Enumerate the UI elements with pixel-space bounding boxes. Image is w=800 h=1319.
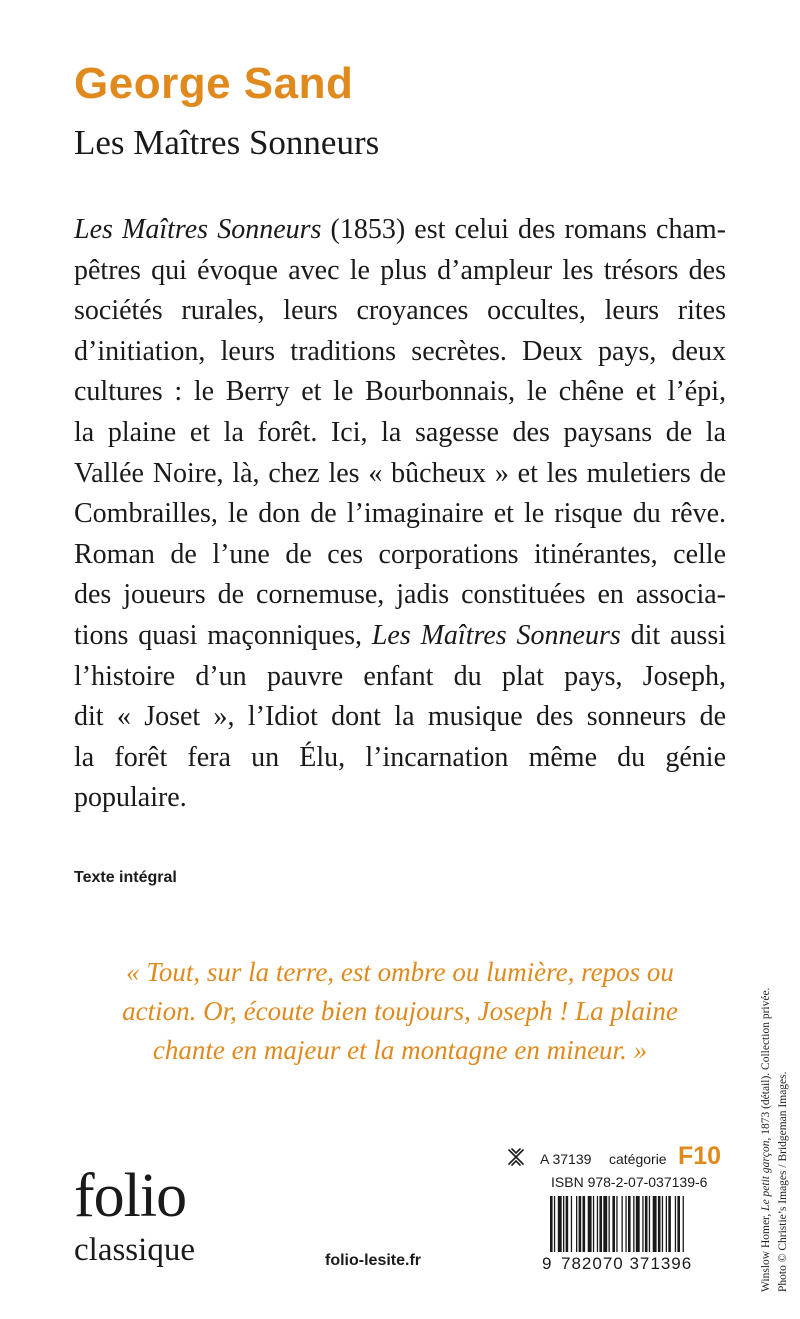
summary-italic-title: Les Maîtres Sonneurs	[74, 214, 322, 245]
barcode-bar	[593, 1196, 594, 1252]
barcode-bar	[677, 1196, 680, 1252]
barcode-bar	[653, 1196, 657, 1252]
summary-line	[74, 738, 726, 779]
barcode-bar	[566, 1196, 569, 1252]
summary-text: dit aussi	[620, 619, 727, 651]
barcode-bar	[645, 1196, 648, 1252]
barcode-bar	[554, 1196, 555, 1252]
summary-text: (1853) est celui des romans cham-	[321, 214, 726, 245]
barcode-bar	[666, 1196, 667, 1252]
barcode-bar	[609, 1196, 610, 1252]
summary-line	[74, 413, 726, 454]
catalog-code: A 37139	[540, 1151, 592, 1167]
barcode-bar	[675, 1196, 676, 1252]
summary-line	[74, 251, 726, 292]
summary-line	[74, 332, 726, 373]
barcode-bar	[668, 1196, 671, 1252]
credit-artist: Winslow Homer,	[760, 1210, 772, 1292]
barcode-bar	[563, 1196, 564, 1252]
summary-line	[74, 697, 726, 738]
back-cover-summary	[74, 210, 726, 819]
quote-line: action. Or, écoute bien toujours, Joseph ! La plaine	[122, 996, 678, 1026]
summary-text: d’initiation, leurs traditions secrètes. Deux pays, deux	[74, 335, 726, 367]
barcode-bar	[571, 1196, 572, 1252]
credit-line-2: Photo © Christie’s Images / Bridgeman Images.	[777, 1071, 789, 1292]
summary-text: tions quasi maçonniques,	[74, 619, 372, 651]
barcode-bar	[558, 1196, 562, 1252]
image-credit	[758, 912, 798, 1292]
barcode-bar	[576, 1196, 577, 1252]
barcode-bar	[612, 1196, 615, 1252]
barcode-bar	[642, 1196, 643, 1252]
summary-text: l’histoire d’un pauvre enfant du plat pays, Joseph,	[74, 660, 726, 692]
publisher-logo-classique: classique	[74, 1232, 195, 1268]
credit-line-1	[758, 912, 775, 1292]
summary-text: la plaine et la forêt. Ici, la sagesse des paysans de la	[74, 416, 726, 448]
summary-text: des joueurs de cornemuse, jadis constituées en associa-	[74, 579, 726, 611]
book-title: Les Maîtres Sonneurs	[74, 123, 380, 162]
summary-text: la forêt fera un Élu, l’incarnation même du génie	[74, 741, 726, 773]
barcode-bar	[658, 1196, 661, 1252]
barcode-bar	[625, 1196, 626, 1252]
catalog-row	[505, 1142, 725, 1172]
summary-line	[74, 494, 726, 535]
summary-text: cultures : le Berry et le Bourbonnais, le chêne et l’épi,	[74, 376, 726, 408]
summary-text: populaire.	[74, 782, 187, 814]
summary-line	[74, 535, 726, 576]
barcode-bar	[579, 1196, 582, 1252]
credit-artwork-title: Le petit garçon	[760, 1140, 772, 1211]
barcode	[550, 1196, 724, 1252]
summary-text: Roman de l’une de ces corporations itinérantes, celle	[74, 538, 726, 570]
summary-line	[74, 575, 726, 616]
barcode-bar	[550, 1196, 553, 1252]
summary-text: Combrailles, le don de l’imaginaire et le risque du rêve.	[74, 498, 726, 530]
summary-text: sociétés rurales, leurs croyances occultes, leurs rites	[74, 295, 726, 327]
category-value: F10	[678, 1142, 722, 1170]
barcode-bar	[683, 1196, 684, 1252]
publisher-logo-folio: folio	[74, 1162, 187, 1230]
barcode-first-digit: 9	[542, 1254, 553, 1273]
barcode-graphic	[550, 1196, 724, 1252]
barcode-bar	[603, 1196, 607, 1252]
isbn: ISBN 978-2-07-037139-6	[551, 1174, 708, 1190]
barcode-bar	[588, 1196, 592, 1252]
barcode-bar	[583, 1196, 586, 1252]
author-name: George Sand	[74, 59, 354, 108]
barcode-bar	[633, 1196, 634, 1252]
barcode-bar	[599, 1196, 602, 1252]
summary-line	[74, 657, 726, 698]
barcode-bar	[622, 1196, 623, 1252]
barcode-bar	[628, 1196, 631, 1252]
summary-line	[74, 454, 726, 495]
credit-details: , 1873 (détail). Collection privée.	[760, 987, 772, 1141]
website-url: folio-lesite.fr	[325, 1252, 422, 1269]
summary-line	[74, 291, 726, 332]
summary-line	[74, 616, 726, 657]
summary-line	[74, 778, 726, 819]
summary-text: Vallée Noire, là, chez les « bûcheux » et les muletiers de	[74, 457, 726, 489]
quote-line: chante en majeur et la montagne en mineur. »	[152, 1035, 648, 1065]
summary-text: pêtres qui évoque avec le plus d’ampleur les trésors des	[74, 254, 726, 286]
gallimard-mark-icon	[505, 1146, 527, 1168]
summary-line	[74, 210, 726, 251]
full-text-label: Texte intégral	[74, 869, 177, 886]
barcode-bar	[662, 1196, 663, 1252]
barcode-bar	[636, 1196, 640, 1252]
barcode-bar	[597, 1196, 598, 1252]
barcode-bar	[616, 1196, 617, 1252]
category-label: catégorie	[609, 1151, 667, 1167]
quote-line: « Tout, sur la terre, est ombre ou lumière, repos ou	[126, 957, 674, 987]
summary-text: dit « Joset », l’Idiot dont la musique des sonneurs de	[74, 701, 726, 733]
pull-quote	[90, 953, 710, 1070]
summary-line	[74, 372, 726, 413]
summary-italic-title: Les Maîtres Sonneurs	[371, 619, 621, 651]
barcode-bar	[649, 1196, 650, 1252]
barcode-digits: 782070 371396	[561, 1254, 693, 1273]
